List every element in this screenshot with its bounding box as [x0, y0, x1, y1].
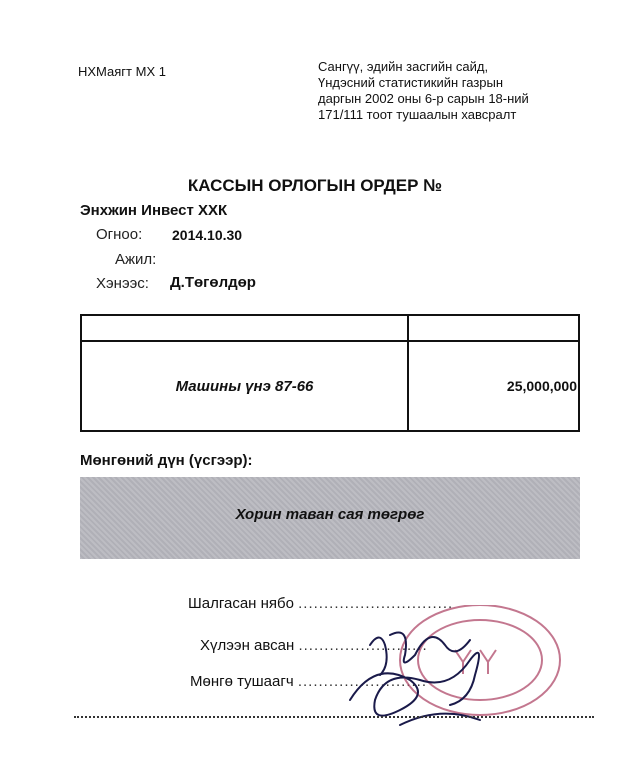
- received-by-dots: .........................: [298, 637, 428, 654]
- document-title: КАССЫН ОРЛОГЫН ОРДЕР №: [187, 176, 443, 195]
- date-value: 2014.10.30: [172, 227, 243, 243]
- bottom-dotted-rule: [74, 716, 594, 718]
- table-column-divider: [407, 316, 409, 430]
- items-table: [80, 314, 580, 432]
- signature-icon: [350, 633, 480, 726]
- company-name: Энхжин Инвест ХХК: [80, 202, 228, 219]
- table-header-rule: [82, 340, 578, 342]
- date-label: Огноо:: [96, 226, 143, 243]
- from-value: Д.Төгөлдөр: [170, 274, 256, 291]
- legal-line: Үндэсний статистикийн газрын: [318, 75, 504, 90]
- job-label: Ажил:: [115, 251, 157, 268]
- form-code: НХМаягт МХ 1: [78, 64, 166, 79]
- paid-by-dots: .........................: [297, 673, 428, 690]
- legal-line: 171/111 тоот тушаалын хавсралт: [318, 107, 517, 122]
- paid-by-label: Мөнгө тушаагч: [190, 673, 294, 690]
- legal-line: Сангүү, эдийн засгийн сайд,: [318, 59, 489, 74]
- stamp-icon: [400, 605, 560, 715]
- checked-by-dots: ..............................: [298, 595, 454, 612]
- item-amount: 25,000,000: [506, 378, 577, 394]
- legal-line: даргын 2002 оны 6-р сарын 18-ний: [318, 91, 529, 106]
- item-description: Машины үнэ 87-66: [175, 378, 314, 395]
- amount-words-box: [80, 477, 580, 559]
- legal-reference: [318, 59, 578, 123]
- amount-words-label: Мөнгөний дүн (үсгээр):: [80, 452, 253, 469]
- received-by-label: Хүлээн авсан: [200, 637, 295, 654]
- from-label: Хэнээс:: [96, 275, 149, 292]
- checked-by-label: Шалгасан нябо: [188, 595, 294, 612]
- stamp-and-signature: [330, 605, 570, 745]
- amount-words-value: Хорин таван сая төгрөг: [235, 506, 425, 523]
